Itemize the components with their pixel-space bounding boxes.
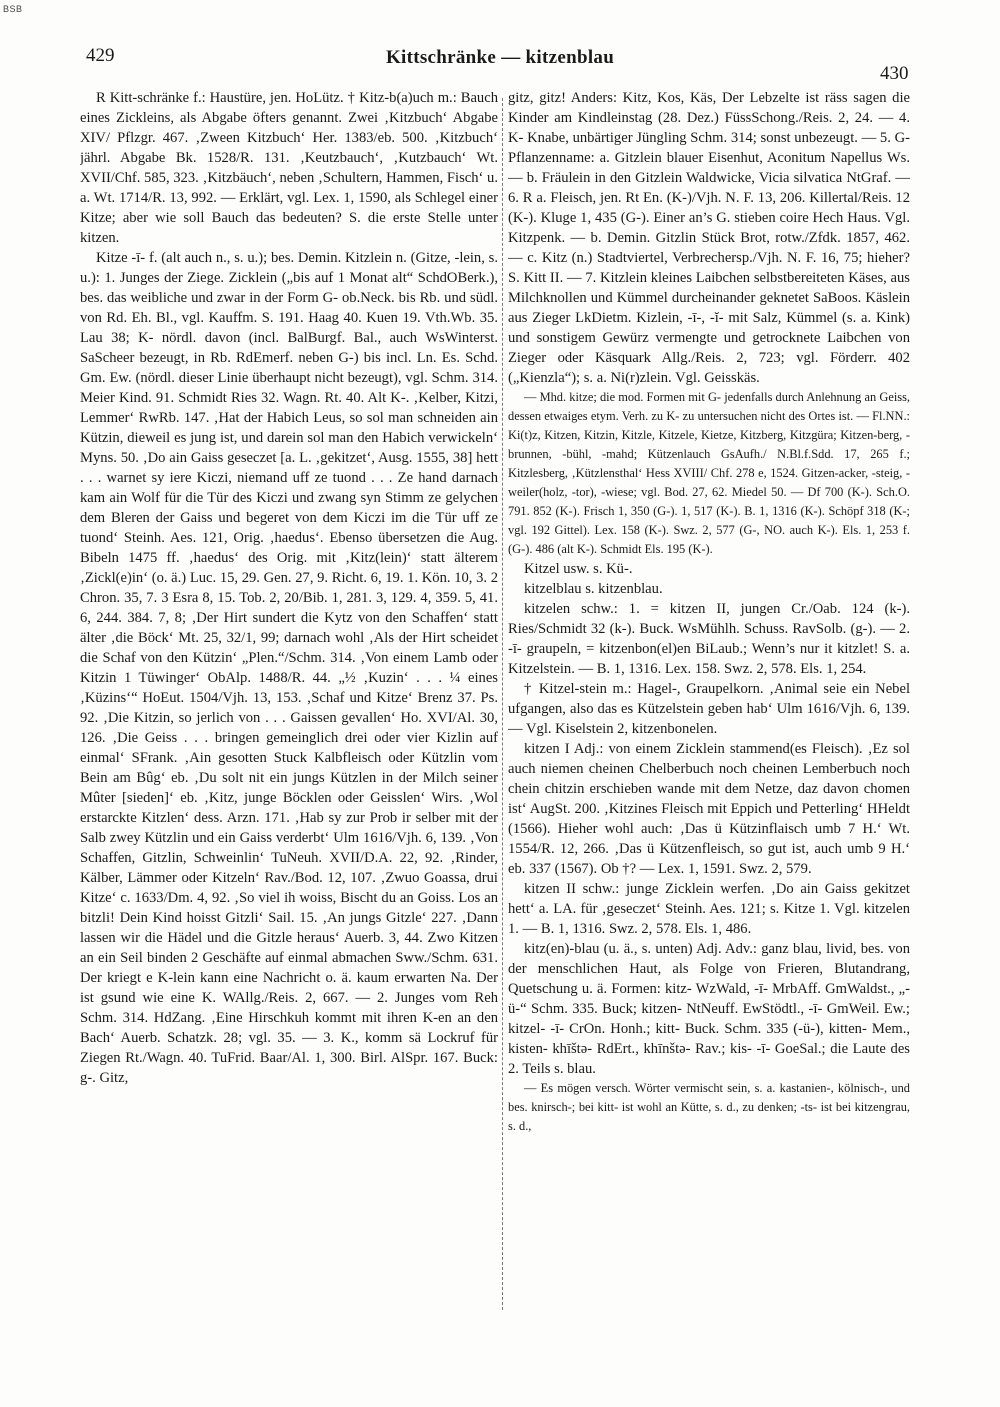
dictionary-entry: gitz, gitz! Anders: Kitz, Kos, Käs, Der Lebzelte ist räss sagen die Kinder am Kindleinstag (28. Dez.) FüssSchong./Reis. 2, 24. — 4. K- Knabe, unbärtiger Jüngling Schm. 314; sonst unbezeugt. — 5. G- Pflanzenname: a. Gitzlein blauer Eisenhut, Aconitum Napellus Ws. — b. Fräulein in den Gitzlein Waldwicke, Vicia silvatica NtGraf. — 6. R a. Fleisch, jen. Rt En. (K-)/Vjh. N. F. 13, 206. Killertal/Reis. 12 (K-). Kluge 1, 435 (G-). Einer an’s G. stieben coire Hech Haus. Vgl. Kitzpenk. — b. Demin. Gitzlin Stück Brot, rotw./Zfdk. 1857, 462. — c. Kitz (n.) Stadtviertel, Verbrechersp./Vjh. N. F. 16, 75; hieher? S. Kitt II. — 7. Kitzlein kleines Laibchen selbstbereiteten Käses, aus Milchknollen und Kümmel durcheinander geknetet SaBoos. Käslein aus Zieger LkDietm. Kizlein, -ī-, -ĭ- mit Salz, Kümmel (s. a. Kink) und sonstigem Gewürz vermengte und getrocknete Laibchen von Zieger oder Käsquark Allg./Reis. 2, 723; vgl. Förderr. 402 („Kienzla“); s. a. Ni(r)zlein. Vgl. Geisskäs. [508,90,910,386]
running-head: Kittschränke — kitzenblau [385,47,615,68]
page-number-left: 429 [86,45,115,66]
library-stamp: BSB [3,4,23,14]
dictionary-entry: — Mhd. kitze; die mod. Formen mit G- jedenfalls durch Anlehnung an Geiss, dessen etwaiges etym. Verh. zu K- zu untersuchen nicht des Ortes ist. — Fl.NN.: Ki(t)z, Kitzen, Kitzin, Kitzle, Kitzele, Kietze, Kitzberg, Kitzgüra; Kitzen-berg, -brunnen, -bühl, -mahd; Kützenlauch GsAufh./ N.Bl.f.Sdd. 17, 265 f.; Kitzlesberg, ‚Kützlensthal‘ Hess XVIII/ Chf. 278 e, 1524. Gitzen-acker, -steig, -weiler(holz, -tor), -wiese; vgl. Bod. 27, 62. Miedel 50. — Df 700 (K-). Sch.O. 791. 852 (K-). Frisch 1, 350 (G-). 1, 517 (K-). B. 1, 1316 (K-). Schöpf 318 (K-; vgl. 192 Gittel). Lex. 158 (K-). Swz. 2, 577 (G-, NO. auch K-). Els. 1, 253 f. (G-). 486 (alt K-). Schmidt Els. 195 (K-). [508,390,910,556]
dictionary-entry: kitzelblau s. kitzenblau. [524,581,663,597]
dictionary-entry: kitz(en)-blau (u. ä., s. unten) Adj. Adv.: ganz blau, livid, bes. von der menschlichen Haut, als Folge von Frieren, Blutandrang, Quetschung u. ä. Formen: kitz- WzWald, -ī- MrbAff. GmWaldst., „-ü-“ Schm. 335. Buck; kitzen- NtNeuff. EwStödtl., -ī- GmWeil. Ew.; kitzel- -ī- CrOn. Honh.; kitt- Buck. Schm. 335 (-ü-), kitten- Mem., kisten- khīštə- RdErt., khīnštə- Rav.; kis- -ī- GoeSal.; die Laute des 2. Teils s. blau. [508,941,910,1077]
right-column [508,88,910,1378]
dictionary-entry: kitzen I Adj.: von einem Zicklein stammend(es Fleisch). ‚Ez sol auch niemen cheinen Chelberbuch noch cheinen Lemberbuch noch chein chitzin erschieben wande mit dem Netze, daz davon chomen ist‘ AugSt. 200. ‚Kitzines Fleisch mit Eppich und Petterling‘ HHeldt (1566). Hieher wohl auch: ‚Das ü Kützinflaisch umb 7 H.‘ Wt. 1554/R. 12, 266. ‚Das ü Kützenfleisch, so gut ist, auch umb 9 H.‘ eb. 337 (1567). Ob †? — Lex. 1, 1591. Swz. 2, 579. [508,741,910,877]
left-column [80,88,498,1378]
dictionary-entry: R Kitt-schränke f.: Haustüre, jen. HoLütz. † Kitz-b(a)uch m.: Bauch eines Zickleins, als Abgabe öfters genannt. Zwei ‚Kitzbuch‘ Abgabe XIV/ Pflzgr. 467. ‚Zween Kitzbuch‘ Her. 1383/eb. 500. ‚Kitzbuch‘ jährl. Abgabe Bk. 1528/R. 131. ‚Keutzbauch‘, ‚Kutzbauch‘ Wt. XVII/Chf. 585, 323. ‚Kitzbäuch‘, neben ‚Schultern, Hammen, Fisch‘ u. a. Wt. 1714/R. 13, 992. — Erklärt, vgl. Lex. 1, 1590, als Schlegel einer Kitze; aber wie soll Bauch das bedeuten? S. die erste Stelle unter kitzen. [80,90,498,246]
dictionary-entry: † Kitzel-stein m.: Hagel-, Graupelkorn. ‚Animal seie ein Nebel ufgangen, also das es Kützelstein geben hab‘ Ulm 1616/Vjh. 6, 139. — Vgl. Kiselstein 2, kitzenbonelen. [508,681,910,737]
dictionary-entry: — Es mögen versch. Wörter vermischt sein, s. a. kastanien-, kölnisch-, und bes. knirsch-; bei kitt- ist wohl an Kütte, s. d., zu denken; -ts- ist bei kitzengrau, s. d., [508,1081,910,1133]
dictionary-entry: kitzelen schw.: 1. = kitzen II, jungen Cr./Oab. 124 (k-). Ries/Schmidt 32 (k-). Buck. WsMühlh. Schuss. RavSolb. (g-). — 2. -ī- graupeln, = kitzenbon(el)en BiLaub.; Wenn’s nur it kitzlet! S. a. Kitzelstein. — B. 1, 1316. Lex. 158. Swz. 2, 578. Els. 1, 254. [508,601,910,677]
page-number-right: 430 [880,63,909,84]
column-divider [502,98,504,1310]
dictionary-entry: kitzen II schw.: junge Zicklein werfen. ‚Do ain Gaiss gekitzet hett‘ a. LA. für ‚geseczet‘ Steinh. Aes. 121; s. Kitze 1. Vgl. kitzelen 1. — B. 1, 1316. Swz. 2, 578. Els. 1, 486. [508,881,910,937]
dictionary-entry: Kitze -ī- f. (alt auch n., s. u.); bes. Demin. Kitzlein n. (Gitze, -lein, s. u.): 1. Junges der Ziege. Zicklein („bis auf 1 Monat alt“ SchdOBerk.), bes. das weibliche und zwar in der Form G- ob.Neck. bis Rb. und südl. von Rd. Eh. Bl., vgl. Kauffm. S. 191. Haag 40. Kuen 19. Vth.Wb. 35. Lau 38; K- nördl. davon (incl. BalBurgf. Bal., auch WsWinterst. SaScheer bezeugt, in Rb. RdEmerf. neben G-) bis incl. Ln. Es. Schd. Gm. Ew. (nördl. dieser Linie überhaupt nicht bezeugt), vgl. Schm. 314. Meier Kind. 91. Schmidt Ries 32. Wagn. Rt. 40. Alt K-. ‚Kelber, Kitzi, Lemmer‘ RwRb. 147. ‚Hat der Habich Leus, so sol man schneiden ain Kützin, dieweil es jung ist, und darein sol man den Habich verwickeln‘ Myns. 50. ‚Do ain Gaiss geseczet [a. L. ‚gekitzet‘, Ausg. 1555, 38] hett . . . warnet sy iere Kiczi, niemand uff ze tuond . . . Ze hand darnach kam ain Wolf für die Tür des Kiczi und zwang syn Stimm ze gelychen dem Bleren der Gaiss und begeret von dem Kiczi im die Tür uff ze tuond‘ Steinh. Aes. 121, Orig. ‚haedus‘. Ebenso übersetzen die Aug. Bibeln 1475 ff. ‚haedus‘ des Orig. mit ‚Kitz(lein)‘ statt älterem ‚Zickl(e)in‘ (o. ä.) Luc. 15, 29. Gen. 27, 9. Richt. 6, 19. 1. Kön. 10, 3. 2 Chron. 35, 7. 3 Esra 8, 15. Tob. 2, 20/Bib. 1, 281. 3, 129. 4, 359. 5, 41. 6, 244. 384. 7, 8; ‚Der Hirt sundert die Kytz von den Schaffen‘ statt älter ‚die Böck‘ Mt. 25, 32/1, 99; darnach wohl ‚Als der Hirt scheidet die Schaf von den Kützin‘ „Plen.“/Schm. 314. ‚Von einem Lamb oder Kitzin 1 Tüwinger‘ ObAlp. 1488/R. 44. „½ ‚Kuzin‘ . . . ¼ eines ‚Küzins‘“ HoEut. 1504/Vjh. 13, 153. ‚Schaf und Kitze‘ Brenz 37. Ps. 92. ‚Die Kitzin, so jerlich von . . . Gaissen gevallen‘ Ho. XVI/Al. 30, 126. ‚Die Geiss . . . bringen gemeinglich drei oder vier Kizlin auf einmal‘ SFrank. ‚Ain gesotten Stuck Kalbfleisch oder Kützlin vom Bein am Bûg‘ eb. ‚Du solt nit ein jungs Kützlen in der Milch seiner Mûter [sieden]‘ eb. ‚Kitz, junge Böcklen oder Geisslen‘ Wirs. ‚Wol erstarckte Kitzlen‘ dess. Arzn. 171. ‚Hab sy zur Prob ir selber mit der Salb zwey Kützlin und ein Gaiss verderbt‘ Ulm 1616/Vjh. 6, 139. ‚Von Schaffen, Gitzlin, Schweinlin‘ TuNeuh. XVII/D.A. 22, 92. ‚Rinder, Kälber, Lämmer oder Kitzeln‘ Rav./Bod. 12, 107. ‚Zwuo Goassa, drui Kitze‘ c. 1633/Dm. 4, 92. ‚So viel ih woiss, Bischt du an Goiss. Los an bitzli! Dein Kind hoisst Gitzli‘ Sail. 15. ‚An jungs Gitzle‘ 227. ‚Dann lassen wir die Hädel und die Gitzle heraus‘ Auerb. 3, 44. Zwo Kitzen an ein Seil binden 2 Geschäfte auf einmal abmachen Sww./Schm. 631. Der kriegt e K-lein kann eine Nachricht o. ä. kaum erwarten Na. Der ist gsund wie eine K. WAllg./Reis. 2, 667. — 2. Junges vom Reh Schm. 314. HdZang. ‚Eine Hirschkuh kommt mit ihren K-en an den Bach‘ Auerb. Schatzk. 28; vgl. 35. — 3. K., komm sä Lockruf für Ziegen Rt./Wagn. 40. TuFrid. Baar/Al. 1, 300. Birl. AlSpr. 167. Buck: g-. Gitz, [80,250,498,1086]
dictionary-entry: Kitzel usw. s. Kü-. [524,561,633,577]
